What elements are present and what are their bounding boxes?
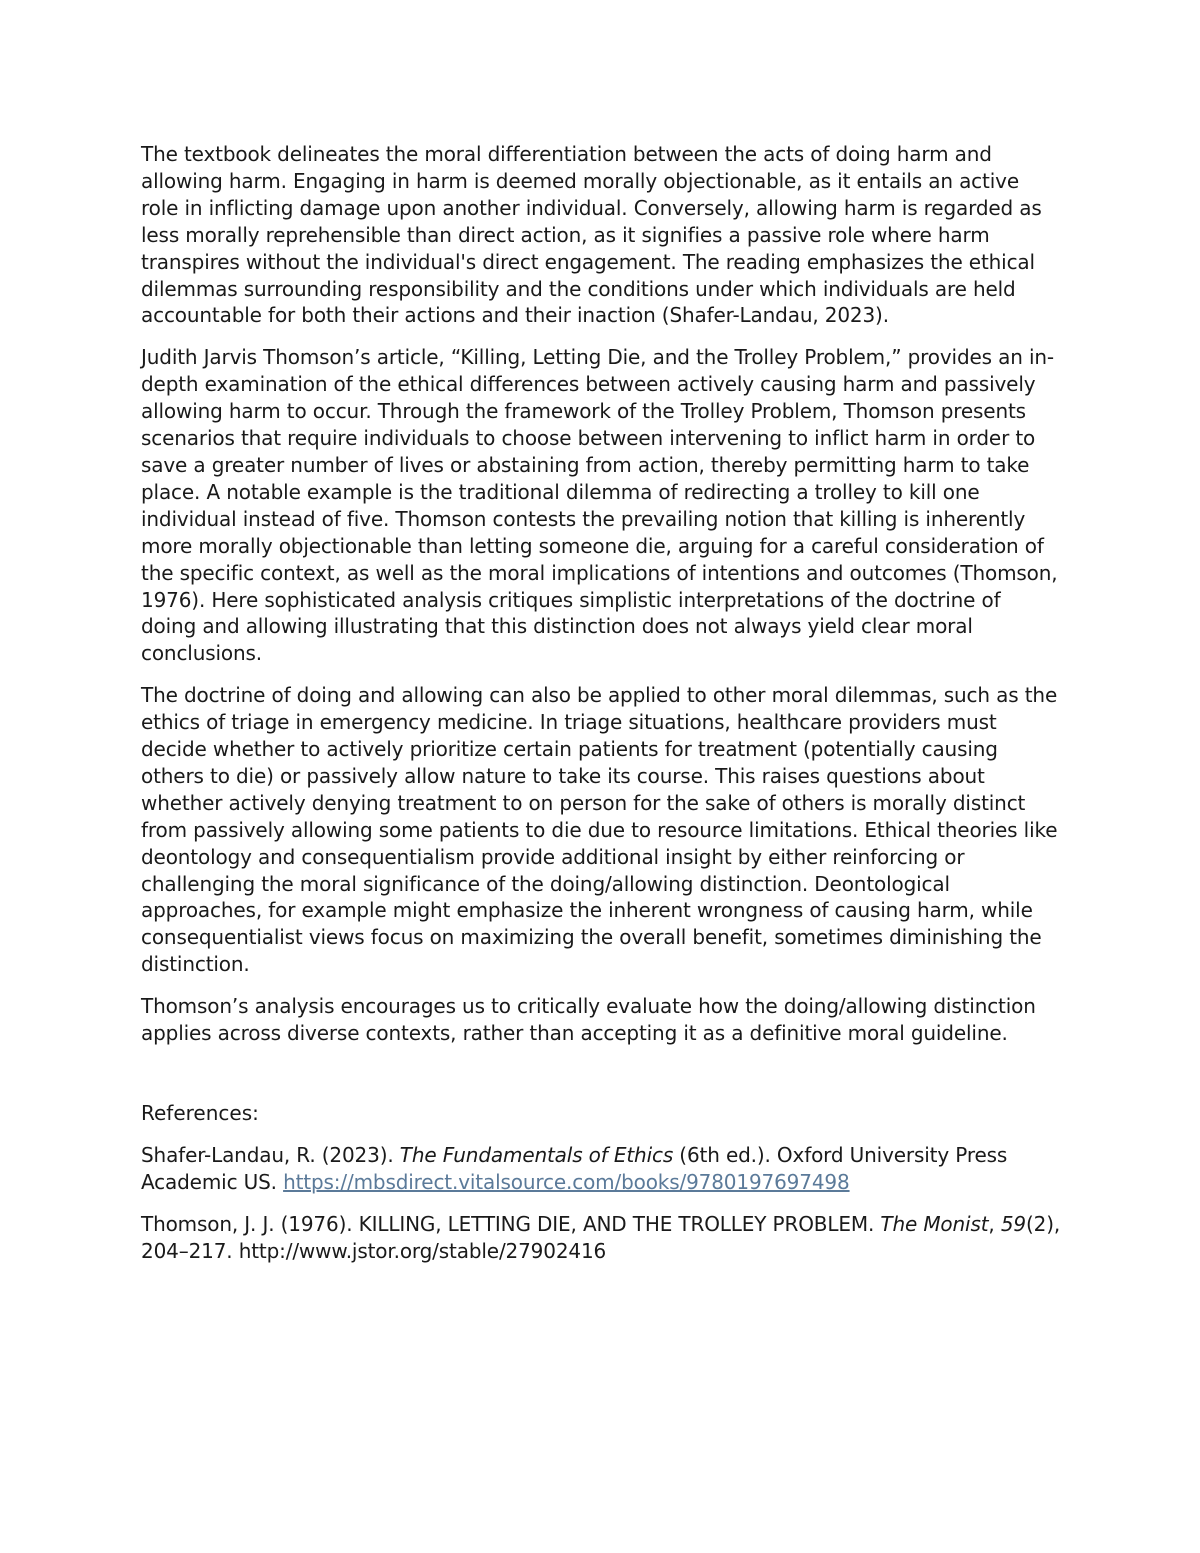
reference-volume: 59 xyxy=(1000,1212,1026,1236)
paragraph-2: Judith Jarvis Thomson’s article, “Killing, Letting Die, and the Trolley Problem,” provides an in-depth examination of the ethical differences between actively causing harm and passively allowing harm to occur. Through the framework of the Trolley Problem, Thomson presents scenarios that require individuals to choose between intervening to inflict harm in order to save a greater number of lives or abstaining from action, thereby permitting harm to take place. A notable example is the traditional dilemma of redirecting a trolley to kill one individual instead of five. Thomson contests the prevailing notion that killing is inherently more morally objectionable than letting someone die, arguing for a careful consideration of the specific context, as well as the moral implications of intentions and outcomes (Thomson, 1976). Here sophisticated analysis critiques simplistic interpretations of the doctrine of doing and allowing illustrating that this distinction does not always yield clear moral conclusions. xyxy=(141,345,1058,666)
reference-text: Thomson, J. J. (1976). KILLING, LETTING DIE, AND THE TROLLEY PROBLEM. xyxy=(141,1212,881,1236)
reference-book-title: The Fundamentals of Ethics xyxy=(399,1143,674,1167)
paragraph-1: The textbook delineates the moral differentiation between the acts of doing harm and allowing harm. Engaging in harm is deemed morally objectionable, as it entails an active role in inflicting damage upon another individual. Conversely, allowing harm is regarded as less morally reprehensible than direct action, as it signifies a passive role where harm transpires without the individual's direct engagement. The reading emphasizes the ethical dilemmas surrounding responsibility and the conditions under which individuals are held accountable for both their actions and their inaction (Shafer-Landau, 2023). xyxy=(141,142,1042,328)
paragraph-3: The doctrine of doing and allowing can also be applied to other moral dilemmas, such as the ethics of triage in emergency medicine. In triage situations, healthcare providers must decide whether to actively prioritize certain patients for treatment (potentially causing others to die) or passively allow nature to take its course. This raises questions about whether actively denying treatment to on person for the sake of others is morally distinct from passively allowing some patients to die due to resource limitations. Ethical theories like deontology and consequentialism provide additional insight by either reinforcing or challenging the moral significance of the doing/allowing distinction. Deontological approaches, for example might emphasize the inherent wrongness of causing harm, while consequentialist views focus on maximizing the overall benefit, sometimes diminishing the distinction. xyxy=(141,683,1058,977)
reference-text: (2), 204–217. http://www.jstor.org/stable/27902416 xyxy=(141,1212,1061,1263)
document-body xyxy=(141,141,1061,1280)
reference-text: , xyxy=(988,1212,1001,1236)
section-spacer xyxy=(141,1062,1061,1100)
reference-text: Shafer-Landau, R. (2023). xyxy=(141,1143,400,1167)
paragraph-4: Thomson’s analysis encourages us to critically evaluate how the doing/allowing distinction applies across diverse contexts, rather than accepting it as a definitive moral guideline. xyxy=(141,994,1036,1046)
reference-thomson xyxy=(141,1211,1061,1265)
reference-text: (6th ed.). Oxford University Press Academic US. xyxy=(141,1143,1008,1194)
reference-link[interactable]: https://mbsdirect.vitalsource.com/books/9780197697498 xyxy=(283,1170,850,1194)
reference-journal-title: The Monist xyxy=(880,1212,989,1236)
references-heading: References: xyxy=(141,1101,259,1125)
reference-shafer-landau xyxy=(141,1142,1061,1196)
